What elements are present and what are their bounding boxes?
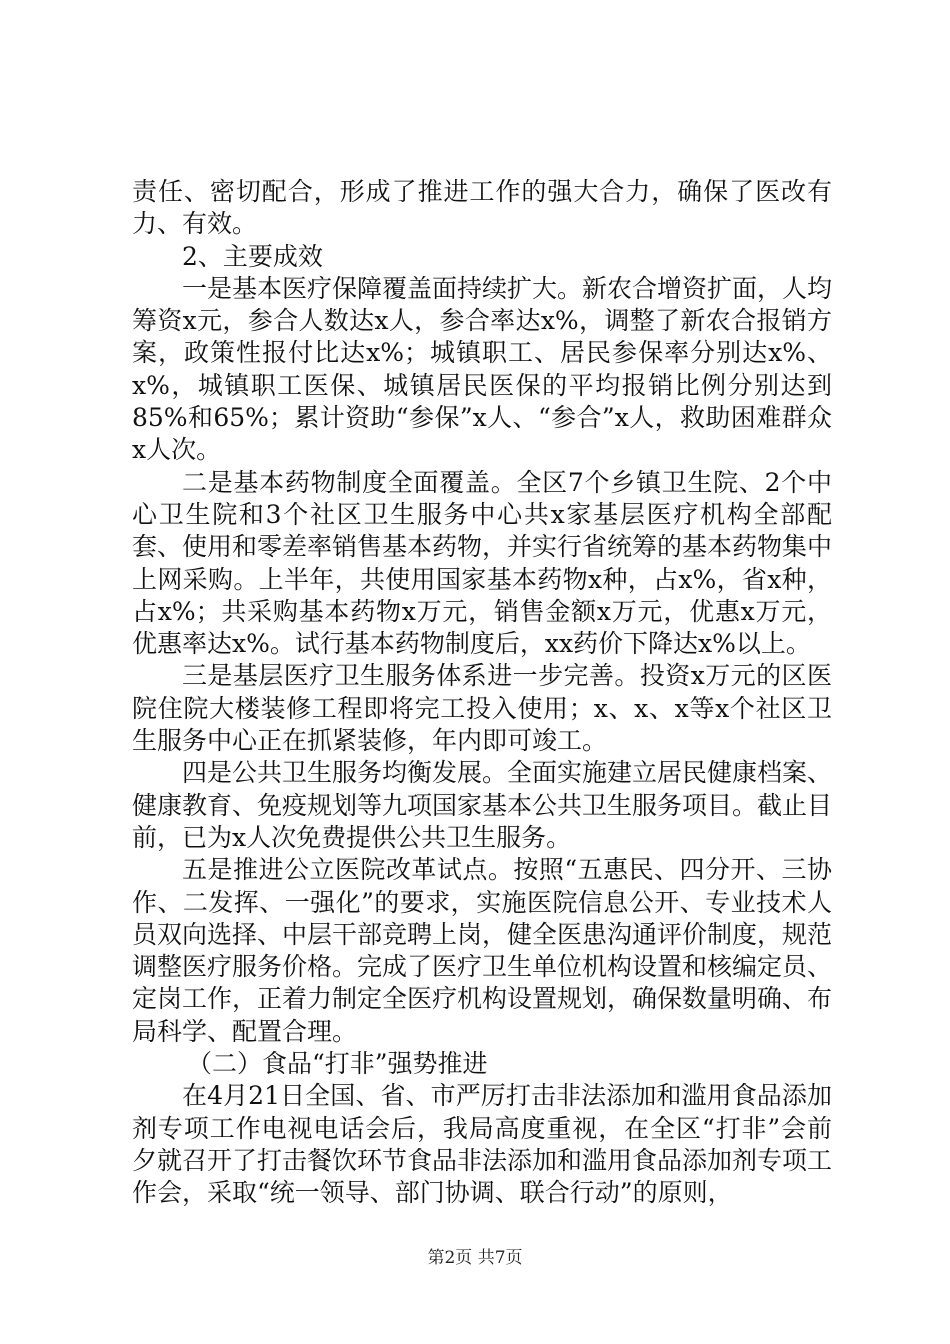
section-heading-food-crackdown: （二）食品“打非”强势推进 [187,1049,488,1079]
section-heading-main-results: 2、主要成效 [182,241,323,271]
paragraph-hospital-reform: 五是推进公立医院改革试点。按照“五惠民、四分开、三协作、二发挥、一强化”的要求，实施医院信息公开、专业技术人员双向选择、中层干部竞聘上岗，健全医患沟通评价制度，规范调整医疗服务价格。完成了医疗卫生单位机构设置和核编定员、定岗工作，正着力制定全医疗机构设置规划，确保数量明确、布局科学、配置合理。 [132,855,833,1046]
paragraph-essential-drugs: 二是基本药物制度全面覆盖。全区7个乡镇卫生院、2个中心卫生院和3个社区卫生服务中心共x家基层医疗机构全部配套、使用和零差率销售基本药物，并实行省统筹的基本药物集中上网采购。上半年，共使用国家基本药物x种，占x%，省x种，占x%；共采购基本药物x万元，销售金额x万元，优惠x万元，优惠率达x%。试行基本药物制度后，xx药价下降达x%以上。 [132,467,833,659]
paragraph-medical-insurance: 一是基本医疗保障覆盖面持续扩大。新农合增资扩面，人均筹资x元，参合人数达x人，参合率达x%，调整了新农合报销方案，政策性报付比达x%；城镇职工、居民参保率分别达x%、x%，城镇职工医保、城镇居民医保的平均报销比例分别达到85%和65%；累计资助“参保”x人、“参合”x人，救助困难群众x人次。 [132,273,833,465]
paragraph-primary-care-system: 三是基层医疗卫生服务体系进一步完善。投资x万元的区医院住院大楼装修工程即将完工投入使用；x、x、x等x个社区卫生服务中心正在抓紧装修，年内即可竣工。 [132,661,832,756]
page-number-footer: 第2页 共7页 [427,1248,523,1268]
paragraph-continuation: 责任、密切配合，形成了推进工作的强大合力，确保了医改有力、有效。 [132,177,832,239]
paragraph-food-crackdown: 在4月21日全国、省、市严厉打击非法添加和滥用食品添加剂专项工作电视电话会后，我局高度重视，在全区“打非”会前夕就召开了打击餐饮环节食品非法添加和滥用食品添加剂专项工作会，采取“统一领导、部门协调、联合行动”的原则， [132,1081,833,1208]
paragraph-public-health: 四是公共卫生服务均衡发展。全面实施建立居民健康档案、健康教育、免疫规划等九项国家基本公共卫生服务项目。截止目前，已为x人次免费提供公共卫生服务。 [132,758,833,852]
document-body [132,176,832,1210]
